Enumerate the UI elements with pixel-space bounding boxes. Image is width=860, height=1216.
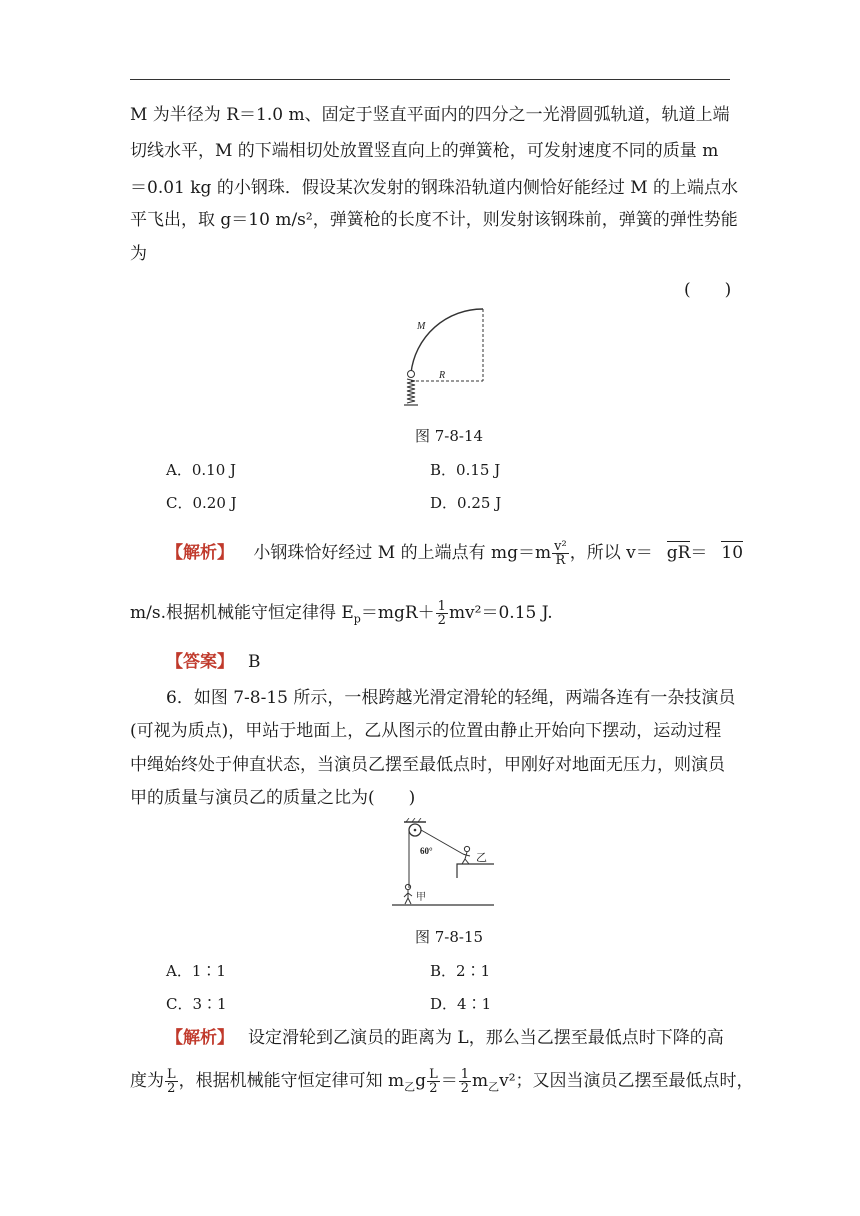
analysis-tag: 【解析】 [166,543,234,563]
q6-option-b: B．2∶1 [430,962,491,980]
platform [457,864,494,878]
q5-line-3: ＝0.01 kg 的小钢珠．假设某次发射的钢珠沿轨道内侧恰好能经过 M 的上端点水 [130,178,739,198]
analysis-text: 小钢珠恰好经过 M 的上端点有 mg＝m [253,543,552,563]
radius-label-r: R [439,370,446,381]
figure-7-8-15 [390,818,502,913]
q5-option-a: A．0.10 J [166,461,237,479]
arc-label-m: M [417,321,426,332]
label-yi: 乙 [476,851,487,864]
fraction-one-half: $\frac{1}{2}$ [437,599,446,628]
fraction-v2-over-r: $\frac{\text{v²}}{R}$ [554,539,567,568]
q6-option-a: A．1∶1 [166,962,226,980]
answer-value: B [248,652,261,672]
steel-ball [408,371,415,378]
performer-yi-body [462,852,470,864]
q6-option-c: C．3∶1 [166,995,227,1013]
q5-analysis-line-2: m/s.根据机械能守恒定律得 $E_p=mgR+$ $\frac{1}{2}$ mv²＝0.15 J. [130,599,553,628]
figure-7-8-14 [395,305,495,410]
arc-track [411,309,483,373]
header-rule [130,79,730,80]
q5-answer-line [166,651,261,673]
q6-line-2: (可视为质点)，甲站于地面上，乙从图示的位置由静止开始向下摆动，运动过程 [130,721,722,741]
q6-line-3: 中绳始终处于伸直状态，当演员乙摆至最低点时，甲刚好对地面无压力，则演员 [130,755,725,775]
answer-tag: 【答案】 [166,652,234,672]
sqrt-10: 10 [721,543,744,563]
q5-answer-blank: ( ) [684,280,732,300]
q5-line-5: 为 [130,244,147,264]
q5-line-2: 切线水平，M 的下端相切处放置竖直向上的弹簧枪，可发射速度不同的质量 m [130,141,719,161]
q5-option-c: C．0.20 J [166,494,237,512]
fraction-l-over-2-b: $\frac{L}{2}$ [429,1067,438,1096]
label-jia: 甲 [416,892,426,903]
performer-jia-head [405,884,410,889]
sqrt-gr: gR [666,543,691,563]
figure-caption-7-8-15: 图 7-8-15 [415,928,484,946]
q5-option-b: B．0.15 J [430,461,501,479]
q5-line-4: 平飞出，取 g＝10 m/s²，弹簧枪的长度不计，则发射该钢珠前，弹簧的弹性势能 [130,210,738,230]
spring-gun [407,379,415,403]
performer-yi-head [464,846,469,851]
fraction-one-half: $\frac{1}{2}$ [460,1067,469,1096]
q5-line-1: M 为半径为 R＝1.0 m、固定于竖直平面内的四分之一光滑圆弧轨道，轨道上端 [130,105,730,125]
performer-jia-body [404,890,412,904]
analysis-tag: 【解析】 [166,1028,234,1048]
q6-analysis-line-2: 度为 $\frac{L}{2}$ ，根据机械能守恒定律可知 $m_乙g$ $\frac{L}{2}$ ＝ $\frac{1}{2}$ $m_乙v^2$；又因当演员乙摆至最低点时， [130,1067,754,1096]
q6-line-1: 6．如图 7-8-15 所示，一根跨越光滑定滑轮的轻绳，两端各连有一杂技演员 [166,688,736,708]
angle-label: 60° [420,846,433,856]
q6-analysis-line-1: 【解析】 设定滑轮到乙演员的距离为 L，那么当乙摆至最低点时下降的高 [166,1028,724,1048]
q6-option-d: D．4∶1 [430,995,492,1013]
figure-caption-7-8-14: 图 7-8-14 [415,427,484,445]
q6-line-4: 甲的质量与演员乙的质量之比为( ) [130,788,416,808]
q5-analysis-line-1: 【解析】 小钢珠恰好经过 M 的上端点有 mg＝m $\frac{\text{v²}}{R}$ ，所以 v＝ gR＝ 10 [166,539,744,568]
fraction-l-over-2: $\frac{L}{2}$ [167,1067,176,1096]
q5-option-d: D．0.25 J [430,494,502,512]
